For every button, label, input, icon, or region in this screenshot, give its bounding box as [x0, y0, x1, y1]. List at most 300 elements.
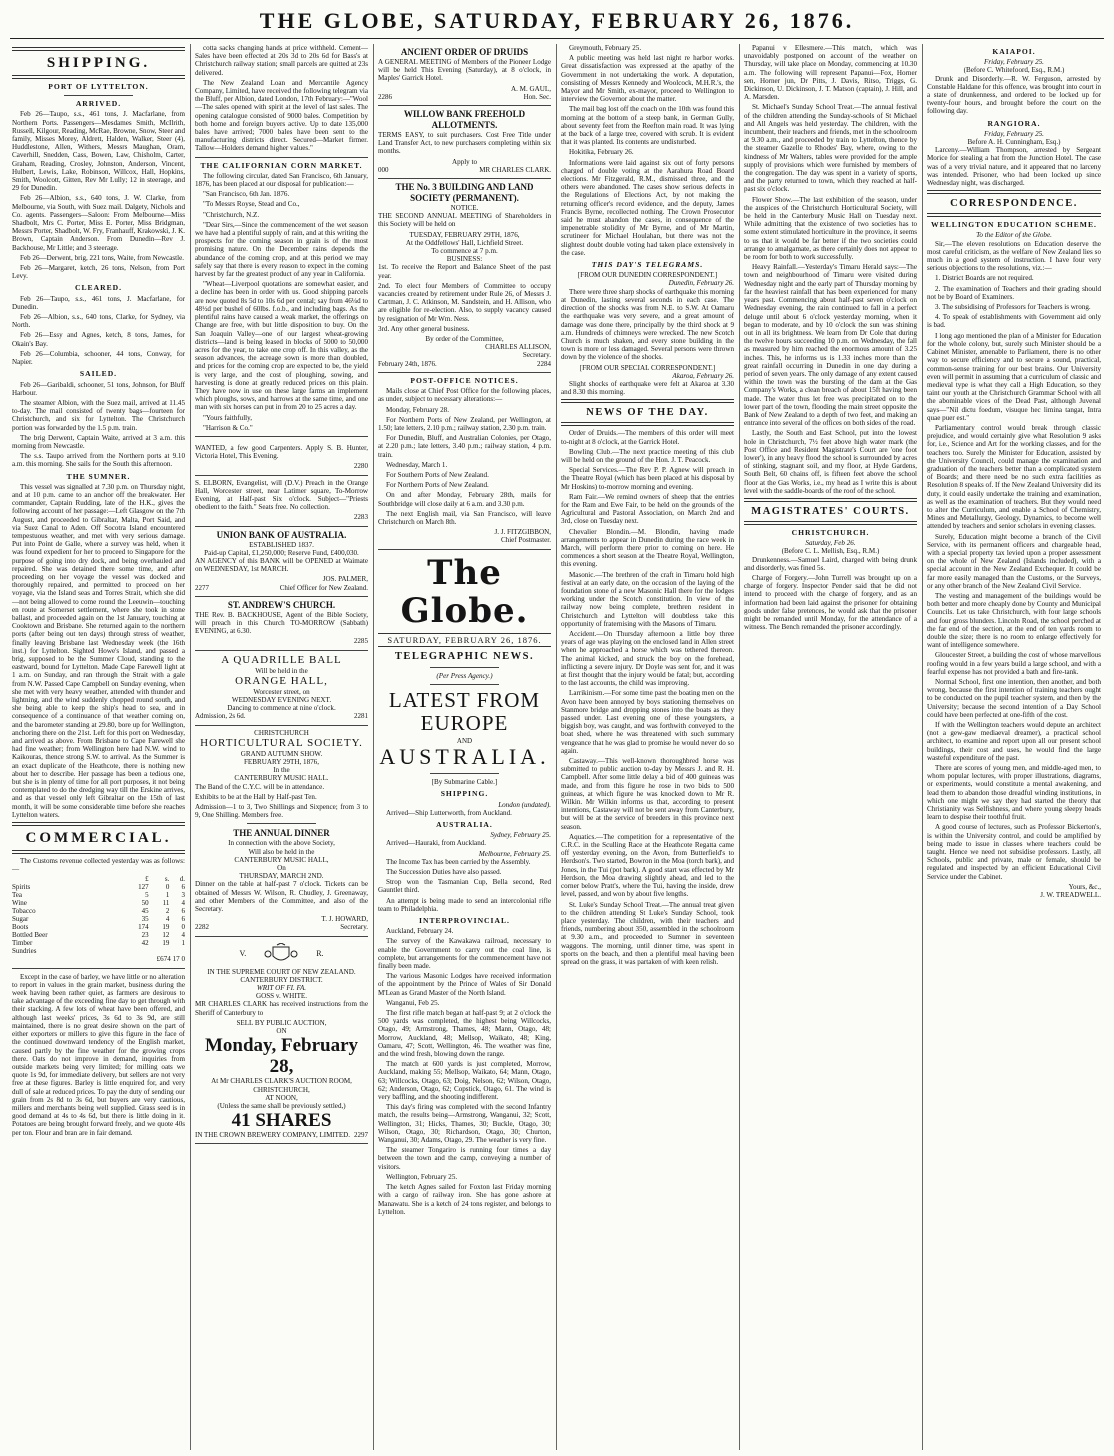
- divider: [430, 684, 499, 685]
- ad-st-andrews: [195, 597, 368, 651]
- shipping-entry: The steamer Albion, with the Suez mail, arrived at 11.45 to-day. The mail consisted of twenty bags—fourteen for Christchurch, and six for Lyttelton. The Christchurch portion was forwarded by the 1.5 p.m. train.: [12, 398, 185, 432]
- ad-union-bank: [195, 527, 368, 597]
- australia-heading: AUSTRALIA.: [436, 819, 493, 829]
- article-paragraph: This vessel was signalled at 7.30 p.m. on Thursday night, and at 10 p.m. came to an anchor off the breakwater. Her commander, Captain Rudding, late of the H.K., gives the following account of her passage:—Left Glasgow on the 7th August, and proceeded to Gibraltar, Malta, Port Said, and via Suez Canal to Aden. Off Socotra Island encountered tempestuous weather, and met with very serious damage. Put into Point de Galle, where a survey was held, when it was found expedient for her to proceed to Singapore for the purpose of going into dry dock, and being overhauled and repaired. She was detained there some time, and after proceeding on her voyage the vessel was docked and thoroughly repaired, and permitted to proceed on her voyage, via the Island seas and Torres Strait, which she did—not being allowed to come round the Leeuwin—touching en route at Somerset settlement, where she took in stone ballast, and proceeded again on the 1st January, touching at Cooktown and Brisbane. She returned again to the northern ports (after being out ten days) through stress of weather, finally leaving Brisbane last Wednesday week (the 16th inst.) for Lyttelton. Sighted Howe's Island, and passed a brig, supposed to be the Summer Cloud, standing to the eastward, bound for Lyttelton. Made Cape Farewell light at 1 a.m. on Sunday, and ran through the Strait with a gale from N.W. Passed Cape Campbell on Sunday evening, when she met with very heavy weather, attended with thunder and lightning, and the wind suddenly chopped round south, and she being able to keep the ship's head to sea, and in consequence of a continuance of that weather coming on, and the barometer standing at 29.80, bore up for Wellington, anchoring there on the 21st. Left for this port on Wednesday, and arrived as above. From Brisbane to Cape Farewell she had fine weather; from Wellington here had N.W. wind to Kaikouras, thence strong S.W. to arrival. As the Summer is an exact duplicate of the Heathcote, there is nothing new about her to describe. Her passage has been a tedious one, but she is in plenty of time for all port purposes, it not being contemplated to do the dredging way till the Erskine arrives, and as that vessel only left Gibraltar on the 15th of last month, it will be some considerable time before she reaches Lyttelton waters.: [12, 482, 185, 819]
- magistrates-title: MAGISTRATES' COURTS.: [751, 505, 910, 517]
- dinner-secretary: T. J. HOWARD,: [321, 915, 368, 924]
- news-item: Strop won the Tasmanian Cup, Bella second, Red Gauntlet third.: [378, 878, 551, 895]
- news-item: This day's firing was completed with the second Infantry match, the results being—Armstrong, Wanganui, 32; Scott, Wellington, 31; Hicks, Thames, 30; Buckle, Otago, 30; Wilson, Otago, 30; Richardson, Otago, 30; Churton, Wanganui, 30; Adams, Otago, 29. The weather is very fine.: [378, 1103, 551, 1145]
- news-item: Wanganui, Feb 25.: [386, 998, 440, 1007]
- court-location: RANGIORA.: [987, 118, 1041, 128]
- customs-header-cell: d.: [179, 875, 185, 884]
- commercial-title: COMMERCIAL.: [25, 830, 172, 847]
- table-cell: [118, 947, 149, 955]
- news-item: Arrived—Hauraki, from Auckland.: [386, 839, 487, 848]
- table-cell: Tobacco: [12, 907, 36, 916]
- article-paragraph: "Christchurch, N.Z.: [203, 210, 260, 219]
- letter-paragraph: 4. To speak of establishments with Government aid only is bad.: [927, 313, 1101, 330]
- masthead-rule: [10, 38, 1104, 39]
- hort-date: FEBRUARY 29TH, 1876,: [243, 758, 320, 767]
- news-item: Flower Show.—The last exhibition of the season, under the auspices of the Christchurch Horticultural Society, will be held in the Canterbury Music Hall on Tuesday next. While admitting that the existence of two societies has to some extent stimulated horticulture in the province, it seems to us that it would be far better if the two societies could arrange to amalgamate, as there certainly does not appear to be room for both to work successfully.: [744, 195, 917, 262]
- news-item: The Income Tax has been carried by the Assembly.: [386, 857, 531, 866]
- ad-wanted: [195, 441, 368, 476]
- church-title: ST. ANDREW'S CHURCH.: [227, 599, 336, 610]
- court-shares: 41 SHARES: [231, 1110, 332, 1132]
- table-cell: 35: [141, 915, 149, 924]
- court-line: CANTERBURY DISTRICT.: [240, 975, 323, 984]
- letter-paragraph: Gloucester Street, a building the cost of whose marvellous roofing would in a few years build a large school, and with a fearful expense has not provided a bath and fire-tank.: [927, 651, 1101, 676]
- table-cell: 6: [181, 907, 185, 916]
- news-item: Greymouth, February 25.: [569, 44, 642, 52]
- divider: [12, 47, 185, 51]
- divider: [430, 667, 499, 668]
- court-footer: [195, 1131, 368, 1139]
- society-signer: CHARLES ALLISON,: [485, 343, 551, 352]
- customs-header-cell: [12, 875, 118, 883]
- dinner-on: On: [277, 864, 286, 873]
- table-cell: 19: [162, 939, 170, 948]
- ad-number: 2282: [195, 923, 209, 932]
- news-item: Wellington, February 25.: [386, 1172, 458, 1181]
- news-item: Masonic.—The brethren of the craft in Timaru hold high festival at an early date, on the occasion of the laying of the foundation stone of a new Masonic Hall there for the lodges working under the Scotch constitution. In view of the railway now being complete, brethren resident in Christchurch and Lyttelton will doubtless take this opportunity of fraternising with the Masons of Timaru.: [561, 570, 734, 628]
- article-paragraph: The New Zealand Loan and Mercantile Agency Company, Limited, have received the following telegram via the Bluff, per Albion, dated London, 17th February:—"Wool—The sales opened with spirit at the level of last sales. The opening catalogue consisted of 9000 bales. Competition by both home and foreign buyers active. Up to date 135,000 bales have arrived; 7000 bales have been sent to the manufacturing districts direct. Secured—Market firmer. Tallow—Holders demand higher values.": [195, 78, 368, 153]
- divider: [561, 399, 734, 403]
- corn-market-report: [195, 172, 368, 432]
- news-item: Auckland, February 24.: [386, 927, 454, 936]
- court-unless: (Unless the same shall be previously settled,): [217, 1101, 346, 1110]
- ad-horticultural-show: [195, 726, 368, 937]
- article-paragraph: "Wheat—Liverpool quotations are somewhat easier, and a decline has been in order with us. Good shipping parcels are now quoted 8s 5d to 10s 6d per cental; say from 46¼d to 48½d per bushel of 60lbs. f.o.b., and including bags. As the plentiful rains have caused a weak market, the offerings on Change are free, with but little disposition to buy. On the San Joaquin Valley—one of our largest wheat-growing districts—land is being leased in blocks of 5000 to 50,000 acres for the year, to take one crop off. In this valley, as the season advances, the acreage sown is more than doubled, and prices for the coming crop are expected to be, the yield is very large, and the cost of ploughing, sowing, and harvesting is done at greatly reduced prices on this plain. They have now in use on these large farms an implement which ploughs, sows, and harrows at the same time, and one man with six horses can put in from 20 to 25 acres a day.: [195, 280, 368, 412]
- news-item: Bowling Club.—The next practice meeting of this club will be held on the ground of the Hon. J. T. Peacock.: [561, 447, 734, 464]
- article-paragraph: The following circular, dated San Francisco, 6th January, 1876, has been placed at our disposal for publication:—: [195, 171, 368, 189]
- shipping-entry: The brig Derwent, Captain Waite, arrived at 3 a.m. this morning from Newcastle.: [12, 433, 185, 450]
- globe-date: SATURDAY, FEBRUARY 26, 1876.: [378, 633, 551, 647]
- society-order: By order of the Committee,: [425, 335, 504, 344]
- letter-paragraph: 3. The subsidising of Professors for Teachers is wrong.: [935, 303, 1091, 312]
- column-news-cont: [740, 44, 923, 1450]
- news-item: St. Luke's Sunday School Treat.—The annual treat given to the children attending St Luke's Sunday School, took place yesterday. The children, with their teachers and friends, numbering about 350, assembled in the schoolroom at 9.30 a.m., and proceeded to Sumner in seventeen waggons. The morning, until dinner time, was spent in sports on the beach, and then a plentiful meal having been spread on the grass, it was partaken of with keen relish.: [561, 900, 734, 966]
- wanted-text: WANTED, a few good Carpenters. Apply S. B. Hunter, Victoria Hotel, This Evening.: [195, 443, 368, 461]
- table-row: [12, 891, 185, 899]
- shipping-entry: The s.s. Taupo arrived from the Northern ports at 9.10 a.m. this morning. She sails for the South this afternoon.: [12, 452, 185, 469]
- shipping-entry: Feb 26—Columbia, schooner, 44 tons, Conway, for Napier.: [12, 349, 185, 367]
- divider: [430, 773, 499, 774]
- ball-title: A QUADRILLE BALL: [221, 653, 342, 666]
- table-row: [12, 939, 185, 947]
- court-noon: AT NOON,: [265, 1093, 298, 1102]
- court-location: KAIAPOI.: [992, 47, 1036, 56]
- news-item: An attempt is being made to send an intercolonial rifle team to Philadelphia.: [378, 896, 551, 913]
- society-place: At the Oddfellows' Hall, Lichfield Street.: [405, 238, 524, 247]
- arrived-list: [12, 110, 185, 280]
- agenda-item: 3rd. Any other general business.: [378, 324, 470, 333]
- news-item: The steamer Tongariro is running four times a day between the town and the camp, conveying a number of visitors.: [378, 1146, 551, 1171]
- divider: [12, 968, 185, 969]
- druids-text: A GENERAL MEETING of Members of the Pioneer Lodge will be held This Evening (Saturday), at 8 o'clock, in Maples' Garrick Hotel.: [378, 58, 551, 83]
- court-date: Friday, February 25.: [984, 58, 1044, 67]
- ad-number: 2285: [353, 637, 368, 646]
- table-cell: Boots: [12, 923, 29, 932]
- court-case: Charge of Forgery.—John Turrell was brought up on a charge of forgery. Inspector Pender said that he did not intend to proceed with the charge of forgery, and as an information had been laid against the prisoner for obtaining goods under false pretences, he would ask that the prisoner might be remanded until Monday, for the attendance of a witness. The Bench remanded the prisoner accordingly.: [744, 573, 917, 632]
- druids-signer: A. M. GAUL,: [511, 84, 551, 93]
- article-paragraph: "Dear Sirs,—Since the commencement of the wet season we have had a plentiful supply of rain, and at this writing the prospects for the coming season in grain is of the most promising nature. On the December rains depends the abundance of the coming crop, and at this period we may safely say that there is every reason to expect in the coming harvest by far the greatest product of any year in California.: [195, 220, 368, 279]
- letter-signer: J. W. TREADWELL.: [1040, 891, 1101, 900]
- ad-willow-bank: [378, 106, 551, 179]
- bank-established: ESTABLISHED 1837.: [249, 540, 314, 549]
- church-text: THE Rev. B. BACKHOUSE, Agent of the Bible Society, will preach in this Church TO-MORROW (Sabbath) EVENING, at 6.30.: [195, 610, 368, 636]
- news-item: The first rifle match began at half-past 9; at 2 o'clock the 500 yards was completed, the highest being Willcocks, Otago, 49; Armstrong, Thames, 48; Mann, Otago, 48; Morrow, Auckland, 48; Mellsop, Waikato, 48; King, Oamaru, 47; Scott, Wellington, 46. The weather was fine, and the wind fresh, blowing down the range.: [378, 1009, 551, 1059]
- notice-paragraph: For Northern Ports of New Zealand, per Wellington, at 1.50; late letters, 2.10 p.m.; railway station, 2.30 p.m. train.: [378, 415, 551, 432]
- bank-role: Chief Officer for New Zealand.: [279, 583, 368, 592]
- society-role: Secretary.: [522, 351, 551, 360]
- dinner-line: Will also be held in the: [248, 847, 315, 856]
- court-day: Monday, February 28,: [204, 1035, 359, 1078]
- ad-number: 2281: [354, 712, 368, 721]
- table-row: [12, 899, 185, 907]
- shipping-entry: Feb 26—Albion, s.s., 640 tons, Clarke, for Sydney, via North.: [12, 313, 185, 330]
- letter-paragraph: Normal School, first one intention, then another, and both wrong, because the first intention of training teachers ought to be conducted on the pupil teacher system, and then by the University; because the second intention of a Day School could have been perfected at one-fifth of the cost.: [927, 678, 1101, 719]
- willow-text: TERMS EASY, to suit purchasers. Cost Free Title under Land Transfer Act, to new purchasers completing within six months.: [378, 131, 551, 156]
- shipping-heading: SHIPPING.: [440, 789, 489, 799]
- hort-head: CHRISTCHURCH: [254, 728, 309, 737]
- letter-paragraph: Sir,—The eleven resolutions on Education deserve the most careful criticism, as the welfare of New Zealand lies so much in a good system of instruction. I have four very serious objections to the resolutions, viz.:—: [927, 239, 1101, 273]
- column-news: [557, 44, 740, 1450]
- divider: [195, 157, 368, 158]
- table-cell: Spirits: [12, 883, 31, 892]
- sailed-label: SAILED.: [79, 369, 118, 379]
- column-telegraphic: [374, 44, 557, 1450]
- willow-title: WILLOW BANK FREEHOLD ALLOTMENTS.: [403, 109, 526, 131]
- article-paragraph: "Harrison & Co.": [203, 423, 253, 432]
- ball-footer: [195, 712, 368, 720]
- table-cell: [149, 947, 170, 955]
- commercial-report: [12, 973, 185, 1137]
- divider: [744, 498, 917, 502]
- divider: [195, 436, 368, 437]
- shipping-entry: Feb 26—Essy and Agnes, ketch, 8 tons, James, for Okain's Bay.: [12, 331, 185, 348]
- ball-line: Worcester street, on: [253, 687, 310, 696]
- letter-closing: Yours, &c.,: [1068, 882, 1101, 891]
- market-notes: [195, 44, 368, 153]
- divider: [12, 75, 185, 79]
- table-cell: 5: [145, 891, 149, 900]
- dinner-place: CANTERBURY MUSIC HALL,: [234, 855, 329, 864]
- ball-date: WEDNESDAY EVENING NEXT.: [231, 696, 332, 704]
- ball-line: Will be held in the: [255, 666, 308, 675]
- dateline: Dunedin, February 26.: [668, 279, 734, 288]
- hort-band: The Band of the C.Y.C. will be in attendance.: [195, 782, 325, 791]
- news-item: Chevalier Blondin.—M. Blondin, having made arrangements to appear in Dunedin during the race week in March, will perform there prior to coming on here. He commences a short season at the Theatre Royal, Wellington, this evening.: [561, 527, 734, 569]
- court-company: IN THE CROWN BREWERY COMPANY, LIMITED.: [195, 1131, 350, 1140]
- sailed-list: [12, 381, 185, 469]
- letter-salutation: To the Editor of the Globe.: [976, 231, 1052, 240]
- table-row: [12, 907, 185, 915]
- post-signer: J. J. FITZGIBBON,: [494, 528, 551, 537]
- ad-druids: [378, 44, 551, 106]
- news-item: St. Michael's Sunday School Treat.—The annual festival of the children attending the Sunday-schools of St Michael and All Angels was held yesterday. The children, with the incumbent, their teachers and friends, met in the schoolroom at 9.30 a.m., and proceeded by train to Lyttelton, thence by the steamer Gazelle to Rhodes' Bay, where, owing to the kindness of Mr Walters, tables were provided for the ample supply of provisions which were furnished by members of the congregation. The day was spent in a variety of sports, and the party returned to town, which they reached at half-past six o'clock.: [744, 103, 917, 194]
- column-shipping: [8, 44, 191, 1450]
- hort-admission: Admission—1 to 3, Two Shillings and Sixpence; from 3 to 9, One Shilling. Members free.: [195, 803, 368, 820]
- table-row: [12, 931, 185, 939]
- table-cell: 0: [181, 923, 185, 932]
- australia-headline: AUSTRALIA.: [379, 744, 550, 770]
- globe-nameplate: The Globe.: [400, 552, 529, 631]
- arrived-label: ARRIVED.: [75, 99, 122, 109]
- ad-number: 2280: [353, 462, 368, 471]
- table-cell: 4: [165, 915, 170, 924]
- ad-quadrille-ball: [195, 651, 368, 726]
- willow-footer: [378, 166, 551, 174]
- ad-building-society: [378, 179, 551, 373]
- news-item: The ketch Agnes sailed for Foxton last Friday morning with a cargo of railway iron. She has gone ashore at Manawatu. She is a ketch of 24 tons register, and belongs to Lyttelton.: [378, 1183, 551, 1216]
- agency-note: (Per Press Agency.): [436, 671, 493, 680]
- court-before: Before A. H. Cunningham, Esq.): [967, 138, 1061, 147]
- court-location: CHRISTCHURCH.: [791, 527, 870, 537]
- news-item: The mail bag lost off the coach on the 10th was found this morning at the bottom of a steep bank, in German Gully, about seventy feet from the Reefton main road. It was lying at the back of a large tree, covered with scrub. It is evident that it was planted. Its contents are undisturbed.: [561, 105, 734, 147]
- court-text: MR CHARLES CLARK has received instructions from the Sheriff of Canterbury to: [195, 1000, 368, 1017]
- court-case: Drunkenness.—Samuel Laird, charged with being drunk and disorderly, was fined 5s.: [744, 555, 917, 572]
- hort-place: CANTERBURY MUSIC HALL.: [234, 774, 329, 783]
- court-date: Friday, February 25.: [984, 129, 1044, 138]
- hort-exhibits: Exhibits to be at the Hall by Half-past Ten.: [195, 792, 317, 801]
- notice-paragraph: Mails close at Chief Post Office for the following places, as under, subject to necessary alterations:—: [378, 387, 551, 404]
- news-item: Papanui v Ellesmere.—This match, which was unavoidably postponed on account of the weather on Thursday, will take place on Monday, commencing at 10.30 a.m. The following will represent Papanui—Fox, Horner sen, Horner jun, Dr Pitts, J. Davis, Ritso, Triggs, G. Dickinson, U. Dickinson, J. T. Matson (captain), J. Hill, and A. Marsden.: [744, 44, 917, 102]
- divider: [561, 422, 734, 426]
- dinner-line: In connection with the above Society,: [228, 839, 335, 848]
- customs-total: £674 17 0: [156, 955, 185, 964]
- corn-market-title: THE CALIFORNIAN CORN MARKET.: [200, 160, 363, 170]
- table-cell: 45: [141, 907, 149, 916]
- shipping-entry: Feb 26—Margaret, ketch, 26 tons, Nelson, from Port Levy.: [12, 264, 185, 281]
- hort-in: In the: [273, 766, 290, 775]
- ball-line: Dancing to commence at nine o'clock.: [227, 704, 336, 713]
- court-line: WRIT OF FI. FA.: [256, 984, 307, 993]
- dateline: London (undated).: [498, 800, 551, 809]
- notice-paragraph: For Southern Ports of New Zealand.: [386, 470, 489, 479]
- ad-number: 2297: [354, 1131, 368, 1140]
- notice-paragraph: For Northern Ports of New Zealand.: [386, 481, 489, 490]
- port-title: PORT OF LYTTELTON.: [48, 82, 149, 91]
- court-case: Larceny.—William Thompson, arrested by Sergeant Morice for stealing a hat from the Junction Hotel. The case was of a very trivial nature, and it appeared that no larceny was intended. Prisoner, who had been locked up since Wednesday night, was discharged.: [927, 146, 1101, 188]
- bank-footer: [195, 584, 368, 592]
- news-item: The survey of the Kawakawa railroad, necessary to enable the Government to carry out the coal line, is complete, but arrangements for the commencement have not finally been made.: [378, 937, 551, 971]
- table-cell: Timber: [12, 939, 33, 948]
- druids-role: Hon. Sec.: [523, 92, 551, 101]
- interprovincial-news: [378, 927, 551, 1216]
- royal-arms: [195, 943, 368, 965]
- table-cell: 4: [181, 931, 185, 940]
- letter-paragraph: Parliamentary control would break through classic prejudice, and would certainly give what Resolution 9 asks for, i.e., Science and Art for the working classes, and for the teachers too. Surely the Minister for Education, assisted by the University Council, could manage the examination and graduation of the teachers better than a complicated system of Boards; and there need be no such extra facilities as Resolution 8 speaks of. If the New Zealand University did its duty, it could easily undertake the training and examination, as well as the examination of teachers. But they would need to alter the Curriculum, and enable a School of Chemistry, Mines and Metallurgy, Geology, Dynamics, to become well attended by teachers and senior scholars in evening classes.: [927, 423, 1101, 531]
- dinner-title: THE ANNUAL DINNER: [233, 828, 330, 839]
- dateline: Sydney, February 25.: [490, 831, 551, 840]
- arms-r: R.: [316, 948, 324, 958]
- news-item: Ram Fair.—We remind owners of sheep that the entries for the Ram and Ewe Fair, to be held on the grounds of the Agricultural and Pastoral Association, on March 2nd and 3rd, close on Tuesday next.: [561, 492, 734, 526]
- notice-paragraph: Monday, February 28.: [386, 405, 449, 414]
- telegraphic-title: TELEGRAPHIC NEWS.: [394, 650, 535, 662]
- notice-paragraph: Wednesday, March 1.: [386, 460, 448, 469]
- arms-v: V.: [239, 948, 247, 958]
- news-item: The Succession Duties have also passed.: [386, 867, 502, 876]
- dinner-role: Secretary.: [340, 923, 368, 932]
- ad-number: 000: [378, 165, 389, 174]
- dateline: Akaroa, February 26.: [672, 371, 734, 380]
- court-line: IN THE SUPREME COURT OF NEW ZEALAND.: [207, 967, 356, 976]
- post-role: Chief Postmaster.: [500, 536, 551, 545]
- divider: [927, 213, 1101, 217]
- table-cell: Tea: [12, 891, 23, 900]
- court-on: ON: [276, 1027, 287, 1036]
- bank-capital: Paid-up Capital, £1,250,000; Reserve Fund, £400,030.: [204, 548, 359, 557]
- table-cell: Sugar: [12, 915, 29, 924]
- hort-title: HORTICULTURAL SOCIETY.: [200, 736, 363, 749]
- letter-paragraph: If with the Wellington teachers would depute an architect (not a gew-gaw mediaeval dreamer), a practical school architect, to examine and report upon all our present school buildings, their cost and uses, he would find the large wasteful expenditure of the past.: [927, 721, 1101, 762]
- news-item: Heavy Rainfall.—Yesterday's Timaru Herald says:—The town and neighbourhood of Timaru were visited during Wednesday night and the early part of Thursday morning by far the heaviest rainfall that has been experienced for many years past. Commencing about half-past seven o'clock on Wednesday evening, the rain continued to fall in a perfect deluge until about 6 o'clock yesterday morning, when it began to moderate, and by 10 o'clock the sun was shining out in all its brightness. We learn from Dr Cole that during the twelve hours succeeding 10 p.m. on Wednesday, the fall as measured by him reached the enormous amount of 3.25 inches. This, he informs us is 1.33 inches more than the great rainfall occurring in Dunedin in one day during a period of seven years. The only damage of any extent caused within the town was the bursting of the dam at the Gas Company's Works, a clean breach of about 15ft having been made. The water thus let free was precipitated on to the lower part of the town, flooding the main street opposite the Bank of New Zealand to a depth of two feet, and making an entrance into several of the offices on both sides of the road.: [744, 263, 918, 428]
- table-cell: 127: [138, 883, 149, 892]
- divider: [378, 549, 551, 550]
- ad-number: 2277: [195, 583, 209, 592]
- cleared-label: CLEARED.: [74, 283, 123, 293]
- willow-apply: Apply to: [451, 157, 478, 166]
- news-item: Informations were laid against six out of forty persons charged of double voting at the Aarahura Road Board elections. Mr Fitzgerald, R.M., dismissed three, and the others were abandoned. The cases show serious defects in the Regulations of Elections Act, by not making the returning officer's record evidence, and the deputy, James Francis Byrne, recollected nothing. The Crown Prosecutor said he must abandon the cases, in consequence of the impenetrable stolidity of Mr Byrne, and of Mr Martin, scrutineer for Michael Houlahan, but there was not the slightest doubt double voting had taken place extensively in the case.: [561, 158, 734, 257]
- news-item: Order of Druids.—The members of this order will meet to-night at 8 o'clock, at the Garrick Hotel.: [561, 429, 734, 446]
- letter-paragraph: The vesting and management of the buildings would be both better and more cheaply done by County and Municipal Councils. Let us take Christchurch, with four large schools and four gross blunders. Lincoln Road, the school perched at the far end of the section, at the end of ten yards room to double the size; there is no room to enlarge effectively for want of intelligence somewhere.: [927, 591, 1101, 650]
- interprovincial-heading: INTERPROVINCIAL.: [419, 916, 510, 925]
- letter-paragraph: There are scores of young men, and middle-aged men, to whom popular lectures, with proper illustrations, diagrams, or experiments, would constitute a mental awakening, and lead them to abandon those dreadful winding institutions, in which one might we say they had started the theory that Christianity was Selfishness, and where young sleepy heads learn to despise their toothful fruit.: [927, 764, 1101, 822]
- news-item: The match at 600 yards is just completed, Morrow, Auckland, making 55; Mellsop, Waikato, 64; Mann, Otago, 63; Willcocks, Otago, 63; Doig, Nelson, 62; Wilson, Otago, 62; Anderson, Otago, 62; Copstick, Otago, 61. The wind is very baffling, and the shooting indifferent.: [378, 1060, 551, 1102]
- society-date: TUESDAY, FEBRUARY 29TH, 1876,: [409, 230, 520, 239]
- correspondent-line: [FROM OUR DUNEDIN CORRESPONDENT.]: [577, 271, 718, 280]
- post-office-notices: [378, 387, 551, 526]
- court-before: (Before C. L. Mellish, Esq., R.M.): [781, 547, 880, 556]
- customs-intro: The Customs revenue collected yesterday was as follows:—: [12, 857, 185, 874]
- news-item: A public meeting was held last night re harbor works. Great dissatisfaction was expressed at the apathy of the Government in not undertaking the work. A deputation, consisting of Messrs Kennedy and Woolcock, M.H.R.'s, the Mayor and Mr Smith, ex-mayor, proceed to Wellington to interview the Governor about the matter.: [561, 54, 734, 104]
- table-cell: 23: [141, 931, 149, 940]
- table-cell: 2: [165, 907, 170, 916]
- news-of-the-day: [561, 429, 734, 966]
- table-cell: 174: [138, 923, 149, 932]
- table-cell: [169, 947, 185, 955]
- table-cell: 19: [162, 923, 170, 932]
- notice-paragraph: The next English mail, via San Francisco, will leave Christchurch on March 8th.: [378, 509, 551, 526]
- masthead: THE GLOBE, SATURDAY, FEBRUARY 26, 1876.: [259, 8, 855, 33]
- society-footer: [378, 360, 551, 368]
- sumner-label: THE SUMNER.: [66, 471, 131, 481]
- divider: [247, 823, 316, 824]
- society-text: THE SECOND ANNUAL MEETING of Shareholders in this Society will be held on: [378, 212, 551, 229]
- notice-paragraph: For Dunedin, Bluff, and Australian Colonies, per Otago, at 2.20 p.m.; late letters, 3.40 p.m.; railway station, 4 p.m. train.: [378, 434, 551, 459]
- divider: [744, 521, 917, 525]
- article-paragraph: "Yours faithfully,: [203, 413, 253, 422]
- shipping-entry: Feb 26—Taupo, s.s., 461 tons, J. Macfarlane, for Dunedin.: [12, 294, 185, 311]
- divider: [12, 822, 185, 826]
- shipping-title: SHIPPING.: [46, 55, 151, 71]
- bank-text: AN AGENCY of this BANK will be OPENED at Waimate on WEDNESDAY, 1st MARCH.: [195, 556, 368, 574]
- customs-header: [12, 875, 185, 883]
- letter-paragraph: 2. The examination of Teachers and their grading should not be by Board of Examiners.: [927, 284, 1101, 301]
- table-cell: 4: [181, 899, 185, 908]
- bank-signer: JOS. PALMER,: [322, 575, 368, 584]
- news-item: There were three sharp shocks of earthquake this morning at Dunedin, lasting several seconds in each case. The direction of the shocks was from N.E. to S.W. At Oamaru the earthquake was very severe, and a great amount of damage was done there, principally by the third shock at 9 a.m. Hundreds of chimneys were wrecked. The new Scotch Church is much shaken, and every stone building in the town is more or less damaged. Several persons were thrown down by the violence of the shocks.: [561, 287, 734, 362]
- news-item: Arrived—Ship Lutterworth, from Auckland.: [386, 808, 512, 817]
- table-cell: 3: [181, 891, 185, 900]
- divider: [64, 95, 133, 96]
- sumner-report: [12, 483, 185, 819]
- table-row: [12, 947, 185, 955]
- ball-venue: ORANGE HALL,: [235, 674, 328, 687]
- headline-and: AND: [456, 736, 473, 745]
- news-item: Lastly, the South and East School, put into the lowest hole in Christchurch, 7½ feet above high water mark (the Post Office and Resident Magistrate's Court are 'one foot lower'), in any heavy flood the school is surrounded by acres of stinking, stagnant soil, and my floor, at Hyde Gardens, South Belt, 60 chains off, is fifteen feet above the school floor at the Gas Works, i.e., my head as I write this is about level with the saddle-boards of the roof of the school.: [744, 429, 917, 495]
- society-date2: February 24th, 1876.: [378, 359, 437, 368]
- customs-header-cell: s.: [164, 875, 170, 884]
- table-cell: Wine: [12, 899, 27, 908]
- court-at: At Mr CHARLES CLARK'S AUCTION ROOM, CHRISTCHURCH,: [211, 1077, 352, 1094]
- correspondent-line: [FROM OUR SPECIAL CORRESPONDENT.]: [579, 363, 716, 372]
- table-row: [12, 915, 185, 923]
- table-cell: 11: [162, 899, 170, 908]
- dinner-date: THURSDAY, MARCH 2ND.: [239, 872, 324, 881]
- court-cases: [744, 556, 917, 632]
- news-of-the-day-title: NEWS OF THE DAY.: [586, 407, 709, 419]
- letter-paragraph: Surely, Education might become a branch of the Civil Service, with its permanent officers and chargeable head, with a special property tax levied upon a proper assessment on the whole of New Zealand (Islands included), with a special account in the New Zealand Exchequer. It could be far more easily managed than the Customs, or the Surveys, or any other branch of the New Zealand Civil Service.: [927, 532, 1101, 590]
- correspondence-title: CORRESPONDENCE.: [950, 198, 1078, 210]
- table-row: [12, 923, 185, 931]
- divider: [927, 190, 1101, 194]
- news-item: The various Masonic Lodges have received information of the appointment by the Prince of Wales of Sir Donald M'Lean as Grand Master of the North Island.: [378, 972, 551, 997]
- customs-table: [12, 875, 185, 955]
- table-cell: 42: [141, 939, 149, 948]
- letter-body: [927, 240, 1101, 881]
- dateline: Melbourne, February 25.: [478, 849, 551, 858]
- druids-title: ANCIENT ORDER OF DRUIDS: [400, 47, 529, 57]
- notice-paragraph: On and after Monday, February 28th, mails for Southbridge will close daily at 6 a.m. and 3.30 p.m.: [378, 491, 551, 508]
- letter-paragraph: A good course of lectures, such as Professor Bickerton's, is within the University control, and could be amplified by being made to issue in classes where teachers could be taught. Hence we need not subsidise professors. Lastly, all Schools, public and private, male or female, should be regulated and inspected by an efficient Educational Civil Service under the Cabinet.: [927, 823, 1101, 881]
- news-item: Special Services.—The Rev P. P. Agnew will preach in the Theatre Royal (which has been placed at his disposal by Mr Hoskins) to-morrow morning and evening.: [561, 466, 734, 491]
- agenda-item: 1st. To receive the Report and Balance Sheet of the past year.: [378, 263, 551, 280]
- article-paragraph: "To Messrs Royse, Stead and Co.,: [203, 200, 300, 209]
- shipping-entry: Feb 26—Derwent, brig, 221 tons, Waite, from Newcastle.: [20, 253, 184, 262]
- table-cell: 1: [181, 939, 185, 948]
- article-paragraph: "San Francisco, 6th Jan. 1876.: [203, 190, 290, 199]
- customs-header-cell: £: [145, 875, 149, 884]
- ad-elborn: [195, 476, 368, 527]
- news-of-the-day-cont: [744, 44, 917, 495]
- willow-agent: MR CHARLES CLARK.: [479, 165, 551, 174]
- table-cell: Bottled Beer: [12, 931, 48, 940]
- news-item: Accident.—On Thursday afternoon a little boy three years of age was playing on the enclosed land in Allen street when he approached a horse which was tethered thereon. The animal kicked, and struck the boy on the forehead, inflicting a severe injury. Dr Doyle was sent for, and it was at first thought that the injury would be fatal; but, according to the last accounts, the child was improving.: [561, 630, 734, 688]
- table-cell: 6: [181, 883, 185, 892]
- agenda-item: 2nd. To elect four Members of Committee to occupy vacancies created by retirement under Rule 26, of Messrs J. Cartman, J. C. Atkinson, M. Sandstein, and H. Allison, who are eligible for re-election. Also, to supply vacancy caused by resignation of Mr Wm. Ness.: [378, 281, 551, 323]
- column-correspondence: [923, 44, 1106, 1450]
- divider: [12, 850, 185, 854]
- royal-arms-icon: [264, 943, 298, 965]
- society-business: BUSINESS:: [446, 255, 483, 264]
- shipping-entry: Feb 26—Garibaldi, schooner, 51 tons, Johnson, for Bluff Harbour.: [12, 380, 185, 397]
- dinner-footer: [195, 923, 368, 931]
- hort-show: GRAND AUTUMN SHOW.: [240, 749, 323, 758]
- latest-headline: LATEST FROM EUROPE: [388, 687, 541, 735]
- society-agenda: [378, 263, 551, 333]
- post-office-title: POST-OFFICE NOTICES.: [410, 375, 519, 385]
- society-notice: NOTICE.: [450, 204, 479, 213]
- court-sell: SELL BY PUBLIC AUCTION,: [236, 1018, 327, 1027]
- column-ads-1: [191, 44, 374, 1450]
- court-line: GOSS v. WHITE.: [255, 992, 308, 1001]
- article-paragraph: Except in the case of barley, we have little or no alteration to report in values in the grain market, business during the week having been rather quiet, as farmers are desirous to take advantage of the exceeding fine day to get through with their stacking. A few lots of wheat have been offered, and although last weeks' prices, 3s 6d to 3s 9d, are still maintained, there is no great desire shown on the part of either exporters or millers to give this figure in the face of the continued downward tendency of the English market, caused partly by the fine weather for the growing crops there. Oats do not improve in demand, inquiries from outside markets being very limited; for milling oats we quote 1s 9d, for immediate delivery, but sellers are not very free at these figures. Barley is little enquired for, and very dull of sale at reduced prices. To pay the duty of sending our grain from 2s 8d to 3s 6d, but buyers are very cautious, millers and merchants being well supplied. Grass seed is in good demand at 4s to 4s 6d, but there is little doing in it. Potatoes are being brought forward freely, and we quote 40s per ton. Flour and bran are in fair demand.: [12, 972, 185, 1137]
- court-date: Saturday, Feb 26.: [805, 539, 856, 548]
- table-cell: 50: [141, 899, 149, 908]
- shipping-entry: Feb 26—Taupo, s.s., 461 tons, J. Macfarlane, from Northern Ports. Passengers—Mesdames Smith, McIlrith, Russell, Kilgour, Reading, McRae, Browne, Snow, Steer and family, Misses Morey, Aldrett, Halden, Walker, Steer (4), Huddlestone, Allen, Withers, Messrs Maughan, Oram, Caverhill, Snedden, Cass, Bowen, Law, Chisholm, Carter, Graham, Reading, Crosley, Johnston, Anderson, Vincent, Hulbert, Lewis, Lake, Robinson, Willcox, Hall, Hopkins, Smith, Woolcott, Gitten, Rev Mr Lully; 12 in steerage, and 29 for Dunedin.: [12, 110, 185, 193]
- table-cell: Sundries: [12, 947, 37, 956]
